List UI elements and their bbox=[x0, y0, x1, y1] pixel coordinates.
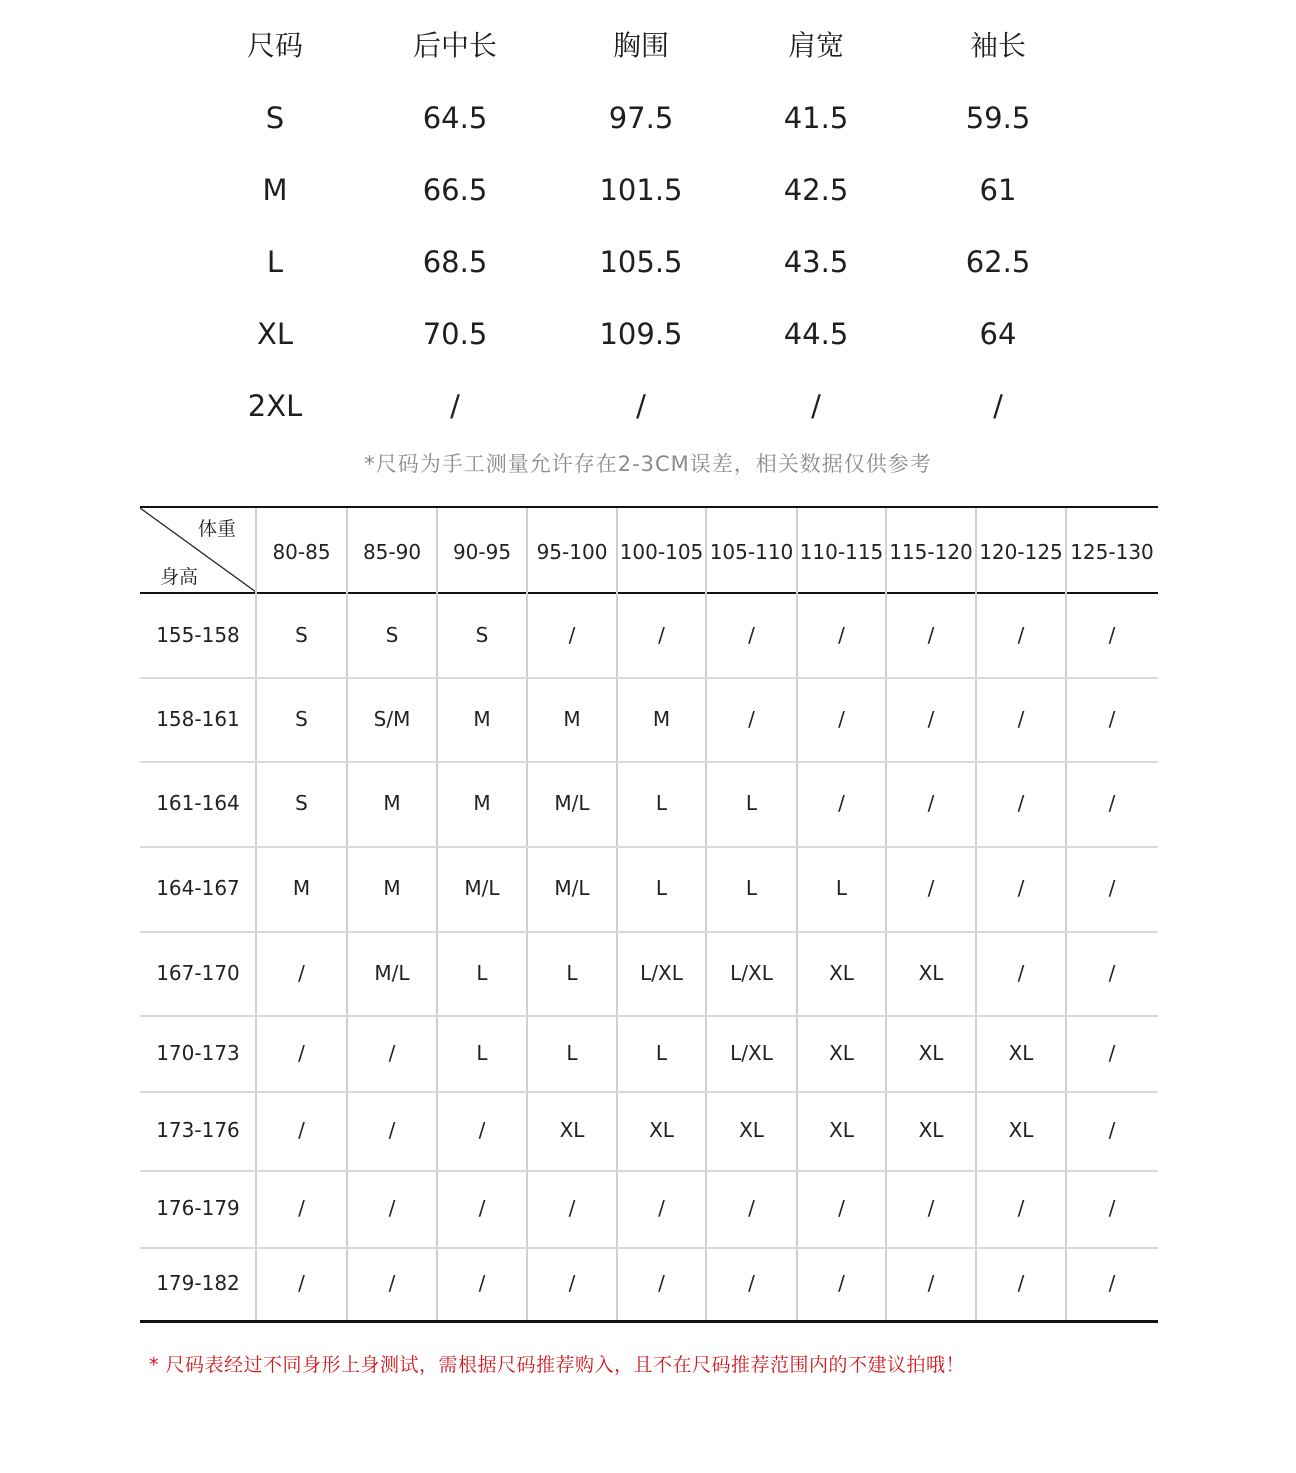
weight-column-header: 90-95 bbox=[452, 540, 512, 564]
size-recommendation-cell: S/M bbox=[373, 707, 411, 731]
measurement-column-header: 胸围 bbox=[612, 29, 670, 62]
size-recommendation-cell: M bbox=[383, 876, 401, 900]
size-recommendation-cell: / bbox=[927, 876, 935, 900]
weight-column-header: 115-120 bbox=[889, 540, 973, 564]
size-recommendation-cell: / bbox=[927, 1196, 935, 1220]
size-recommendation-cell: S bbox=[475, 623, 489, 647]
size-recommendation-cell: / bbox=[1108, 1196, 1116, 1220]
measurement-cell: 42.5 bbox=[783, 173, 849, 207]
measurement-cell: 41.5 bbox=[783, 101, 849, 135]
measurement-column-header: 袖长 bbox=[969, 29, 1027, 62]
measurement-cell: XL bbox=[256, 317, 294, 351]
height-row-header: 155-158 bbox=[156, 623, 240, 647]
size-recommendation-cell: S bbox=[295, 707, 308, 731]
size-recommendation-cell: / bbox=[927, 1271, 935, 1295]
size-recommendation-cell: / bbox=[1108, 961, 1116, 985]
size-recommendation-cell: / bbox=[478, 1118, 486, 1142]
corner-weight-label: 体重 bbox=[198, 518, 237, 540]
height-row-header: 170-173 bbox=[156, 1041, 240, 1065]
size-recommendation-cell: / bbox=[388, 1041, 396, 1065]
size-recommendation-cell: / bbox=[478, 1196, 486, 1220]
size-recommendation-cell: L bbox=[655, 1041, 668, 1065]
corner-height-label: 身高 bbox=[160, 566, 199, 588]
size-recommendation-grid bbox=[140, 506, 1158, 1323]
size-recommendation-cell: XL bbox=[918, 961, 944, 985]
size-recommendation-cell: XL bbox=[829, 961, 854, 985]
size-recommendation-cell: / bbox=[1108, 1118, 1116, 1142]
weight-column-header: 100-105 bbox=[619, 540, 704, 564]
measurement-cell: 105.5 bbox=[599, 245, 683, 279]
measurement-cell: / bbox=[636, 389, 646, 423]
size-recommendation-cell: M bbox=[292, 876, 311, 900]
size-recommendation-cell: / bbox=[748, 1196, 755, 1220]
size-recommendation-cell: M bbox=[652, 707, 671, 731]
size-recommendation-cell: / bbox=[1017, 876, 1025, 900]
size-recommendation-cell: L bbox=[655, 791, 668, 815]
measurement-cell: / bbox=[811, 389, 821, 423]
height-row-header: 173-176 bbox=[156, 1118, 240, 1142]
size-recommendation-cell: / bbox=[388, 1196, 396, 1220]
measurement-cell: 44.5 bbox=[783, 317, 849, 351]
recommendation-note: * 尺码表经过不同身形上身测试，需根据尺码推荐购入，且不在尺码推荐范围内的不建议拍哦！ bbox=[149, 1354, 966, 1376]
height-row-header: 167-170 bbox=[156, 961, 240, 985]
weight-column-header: 85-90 bbox=[362, 540, 422, 564]
size-recommendation-cell: / bbox=[1108, 1271, 1116, 1295]
size-recommendation-cell: XL bbox=[918, 1041, 944, 1065]
size-recommendation-cell: / bbox=[1017, 961, 1025, 985]
size-recommendation-cell: / bbox=[478, 1271, 486, 1295]
size-recommendation-cell: S bbox=[295, 623, 308, 647]
weight-column-header: 95-100 bbox=[536, 540, 608, 564]
measurement-note: *尺码为手工测量允许存在2-3CM误差，相关数据仅供参考 bbox=[364, 452, 932, 476]
size-recommendation-cell: / bbox=[927, 623, 935, 647]
measurement-cell: 66.5 bbox=[422, 173, 488, 207]
measurement-cell: 68.5 bbox=[422, 245, 488, 279]
size-recommendation-cell: M bbox=[473, 707, 491, 731]
size-recommendation-cell: / bbox=[1108, 707, 1116, 731]
size-recommendation-cell: XL bbox=[829, 1041, 854, 1065]
size-recommendation-cell: / bbox=[748, 623, 755, 647]
size-recommendation-cell: / bbox=[1017, 791, 1025, 815]
weight-column-header: 105-110 bbox=[709, 540, 794, 564]
size-recommendation-cell: M/L bbox=[554, 791, 590, 815]
size-recommendation-cell: M/L bbox=[374, 961, 410, 985]
measurement-cell: 2XL bbox=[247, 389, 303, 423]
measurement-cell: M bbox=[262, 173, 288, 207]
size-recommendation-cell: XL bbox=[649, 1118, 674, 1142]
height-row-header: 158-161 bbox=[156, 707, 240, 731]
size-recommendation-cell: / bbox=[298, 1271, 305, 1295]
size-recommendation-cell: / bbox=[568, 1271, 576, 1295]
size-recommendation-cell: M/L bbox=[464, 876, 500, 900]
size-recommendation-cell: / bbox=[1017, 1196, 1025, 1220]
size-recommendation-cell: / bbox=[568, 623, 576, 647]
size-recommendation-cell: S bbox=[385, 623, 399, 647]
size-recommendation-cell: S bbox=[295, 791, 308, 815]
size-recommendation-cell: L/XL bbox=[730, 961, 773, 985]
measurement-row bbox=[0, 160, 1296, 220]
measurement-cell: 59.5 bbox=[965, 101, 1031, 135]
measurement-column-header: 肩宽 bbox=[787, 29, 845, 62]
size-recommendation-cell: XL bbox=[1008, 1041, 1034, 1065]
grid-bottom-rule bbox=[140, 1320, 1158, 1323]
measurement-cell: 70.5 bbox=[422, 317, 488, 351]
size-recommendation-cell: / bbox=[838, 707, 845, 731]
size-recommendation-cell: L bbox=[835, 876, 848, 900]
size-recommendation-cell: / bbox=[1017, 623, 1025, 647]
measurement-row bbox=[0, 88, 1296, 148]
size-recommendation-cell: M/L bbox=[554, 876, 590, 900]
measurement-cell: 43.5 bbox=[783, 245, 849, 279]
measurement-cell: 64 bbox=[979, 317, 1017, 351]
height-row-header: 164-167 bbox=[156, 876, 240, 900]
size-recommendation-cell: XL bbox=[739, 1118, 764, 1142]
size-recommendation-cell: / bbox=[298, 1118, 305, 1142]
size-recommendation-cell: / bbox=[1108, 623, 1116, 647]
measurement-cell: 109.5 bbox=[599, 317, 683, 351]
measurement-cell: 64.5 bbox=[422, 101, 488, 135]
measurement-cell: 97.5 bbox=[608, 101, 674, 135]
size-recommendation-cell: L bbox=[566, 1041, 578, 1065]
weight-column-header: 125-130 bbox=[1070, 540, 1154, 564]
size-recommendation-cell: / bbox=[568, 1196, 576, 1220]
size-recommendation-cell: / bbox=[658, 1271, 665, 1295]
measurement-cell: / bbox=[450, 389, 460, 423]
size-recommendation-cell: / bbox=[748, 707, 755, 731]
height-row-header: 161-164 bbox=[156, 791, 240, 815]
size-recommendation-cell: XL bbox=[1008, 1118, 1034, 1142]
size-recommendation-cell: L/XL bbox=[640, 961, 683, 985]
size-recommendation-cell: / bbox=[838, 791, 845, 815]
size-recommendation-cell: XL bbox=[918, 1118, 944, 1142]
measurement-cell: L bbox=[266, 245, 284, 279]
weight-column-header: 80-85 bbox=[272, 540, 331, 564]
size-recommendation-cell: / bbox=[298, 1196, 305, 1220]
size-recommendation-cell: L bbox=[476, 961, 488, 985]
size-recommendation-cell: / bbox=[1108, 1041, 1116, 1065]
measurement-header-row bbox=[0, 16, 1296, 76]
height-row-header: 179-182 bbox=[156, 1271, 240, 1295]
size-recommendation-cell: / bbox=[1108, 791, 1116, 815]
size-recommendation-cell: L bbox=[745, 791, 758, 815]
size-recommendation-cell: L/XL bbox=[730, 1041, 773, 1065]
size-recommendation-cell: L bbox=[745, 876, 758, 900]
size-recommendation-cell: / bbox=[927, 707, 935, 731]
height-row-header: 176-179 bbox=[156, 1196, 240, 1220]
measurement-row bbox=[0, 232, 1296, 292]
measurement-cell: 61 bbox=[979, 173, 1017, 207]
measurement-row bbox=[0, 376, 1296, 436]
size-recommendation-cell: / bbox=[658, 1196, 665, 1220]
size-recommendation-cell: / bbox=[298, 1041, 305, 1065]
measurement-cell: 62.5 bbox=[965, 245, 1031, 279]
measurement-cell: / bbox=[993, 389, 1003, 423]
size-recommendation-cell: L bbox=[566, 961, 578, 985]
size-recommendation-cell: / bbox=[927, 791, 935, 815]
size-recommendation-cell: / bbox=[838, 623, 845, 647]
size-recommendation-cell: XL bbox=[829, 1118, 854, 1142]
weight-column-header: 110-115 bbox=[799, 540, 884, 564]
size-recommendation-cell: / bbox=[1017, 1271, 1025, 1295]
size-recommendation-cell: / bbox=[748, 1271, 755, 1295]
size-recommendation-cell: L bbox=[476, 1041, 488, 1065]
size-recommendation-cell: M bbox=[383, 791, 401, 815]
size-recommendation-cell: M bbox=[563, 707, 581, 731]
size-recommendation-cell: / bbox=[388, 1271, 396, 1295]
size-recommendation-cell: / bbox=[1017, 707, 1025, 731]
weight-column-header: 120-125 bbox=[979, 540, 1063, 564]
measurement-column-header: 尺码 bbox=[246, 29, 304, 62]
measurement-cell: 101.5 bbox=[599, 173, 683, 207]
size-recommendation-cell: L bbox=[655, 876, 668, 900]
measurement-row bbox=[0, 304, 1296, 364]
size-recommendation-cell: / bbox=[838, 1196, 845, 1220]
size-recommendation-cell: / bbox=[838, 1271, 845, 1295]
size-recommendation-cell: XL bbox=[559, 1118, 585, 1142]
size-recommendation-cell: / bbox=[1108, 876, 1116, 900]
size-recommendation-cell: M bbox=[473, 791, 491, 815]
measurement-cell: S bbox=[265, 101, 285, 135]
measurement-column-header: 后中长 bbox=[412, 29, 498, 62]
size-recommendation-cell: / bbox=[658, 623, 665, 647]
size-recommendation-cell: / bbox=[388, 1118, 396, 1142]
size-recommendation-cell: / bbox=[298, 961, 305, 985]
